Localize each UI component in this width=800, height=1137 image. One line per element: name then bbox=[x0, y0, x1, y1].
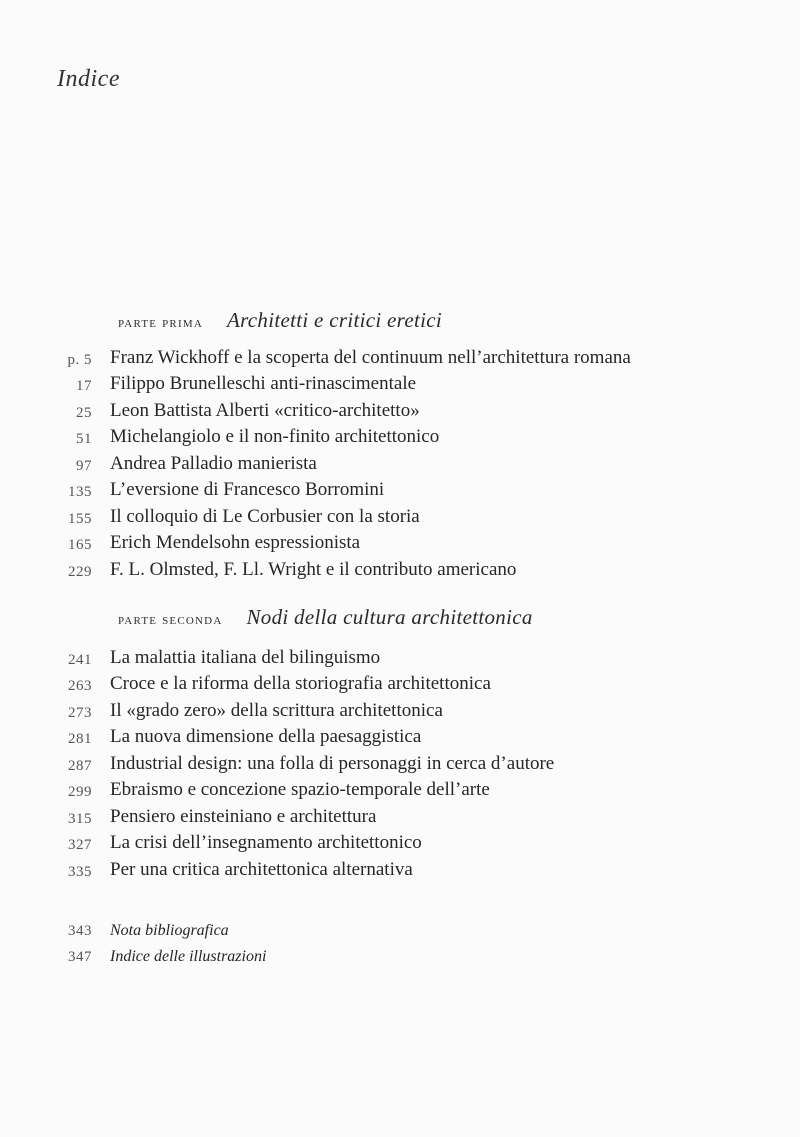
toc-list-parte-seconda bbox=[0, 644, 800, 883]
entry-title: Michelangiolo e il non-finito architettonico bbox=[110, 426, 440, 447]
toc-entry[interactable] bbox=[0, 424, 800, 451]
part-title: Architetti e critici eretici bbox=[226, 308, 442, 332]
page-number: 97 bbox=[76, 457, 92, 474]
toc-entry[interactable] bbox=[0, 503, 800, 530]
entry-title: La crisi dell’insegnamento architettonico bbox=[110, 832, 422, 853]
toc-entry[interactable] bbox=[0, 644, 800, 671]
toc-list-appendix bbox=[0, 915, 800, 968]
part-header-seconda bbox=[118, 605, 533, 630]
toc-entry[interactable] bbox=[0, 556, 800, 583]
toc-entry[interactable] bbox=[0, 915, 800, 942]
entry-title: Il colloquio di Le Corbusier con la storia bbox=[110, 505, 420, 527]
toc-entry[interactable] bbox=[0, 803, 800, 830]
page-number: 51 bbox=[76, 431, 92, 447]
part-title: Nodi della cultura architettonica bbox=[246, 605, 533, 629]
entry-title: La malattia italiana del bilinguismo bbox=[110, 646, 381, 668]
toc-entry[interactable] bbox=[0, 724, 800, 751]
entry-title: F. L. Olmsted, F. Ll. Wright e il contributo americano bbox=[110, 558, 517, 580]
entry-title: Industrial design: una folla di personaggi in cerca d’autore bbox=[110, 752, 555, 774]
toc-entry[interactable] bbox=[0, 856, 800, 883]
page-number: 135 bbox=[68, 484, 92, 500]
page-number: 273 bbox=[68, 704, 92, 721]
entry-title: Il «grado zero» della scrittura architettonica bbox=[110, 699, 443, 721]
toc-list-parte-prima bbox=[0, 344, 800, 583]
page-title: Indice bbox=[57, 66, 120, 92]
entry-title: Croce e la riforma della storiografia architettonica bbox=[110, 673, 491, 694]
entry-title: Leon Battista Alberti «critico-architetto» bbox=[110, 399, 420, 421]
toc-entry[interactable] bbox=[0, 671, 800, 698]
page-number: 155 bbox=[68, 510, 92, 527]
toc-entry[interactable] bbox=[0, 450, 800, 477]
entry-title: Ebraismo e concezione spazio-temporale dell’arte bbox=[110, 779, 490, 800]
toc-entry[interactable] bbox=[0, 397, 800, 424]
entry-title: L’eversione di Francesco Borromini bbox=[110, 479, 385, 500]
toc-entry[interactable] bbox=[0, 830, 800, 857]
entry-title: Pensiero einsteiniano e architettura bbox=[110, 805, 377, 827]
page-number: 335 bbox=[68, 863, 92, 880]
entry-title: Indice delle illustrazioni bbox=[110, 948, 267, 965]
entry-title: La nuova dimensione della paesaggistica bbox=[110, 726, 422, 747]
page-number: p. 5 bbox=[67, 351, 92, 368]
toc-entry[interactable] bbox=[0, 344, 800, 371]
entry-title: Erich Mendelsohn espressionista bbox=[110, 532, 361, 553]
page-number: 347 bbox=[68, 949, 92, 965]
toc-entry[interactable] bbox=[0, 697, 800, 724]
page-number: 241 bbox=[68, 651, 92, 668]
page-number: 299 bbox=[68, 784, 92, 800]
entry-title: Franz Wickhoff e la scoperta del continuum nell’architettura romana bbox=[110, 346, 631, 368]
toc-entry[interactable] bbox=[0, 750, 800, 777]
entry-title: Filippo Brunelleschi anti-rinascimentale bbox=[110, 373, 417, 394]
page-number: 229 bbox=[68, 563, 92, 580]
page-number: 17 bbox=[76, 378, 92, 394]
toc-entry[interactable] bbox=[0, 530, 800, 557]
entry-title: Nota bibliografica bbox=[110, 921, 229, 939]
page-number: 327 bbox=[68, 837, 92, 853]
page-number: 165 bbox=[68, 537, 92, 553]
page-number: 287 bbox=[68, 757, 92, 774]
entry-title: Per una critica architettonica alternativa bbox=[110, 858, 413, 880]
page-number: 315 bbox=[68, 810, 92, 827]
page-number: 263 bbox=[68, 678, 92, 694]
part-label: parte seconda bbox=[118, 612, 223, 628]
part-header-prima bbox=[118, 308, 442, 333]
toc-entry[interactable] bbox=[0, 477, 800, 504]
page-number: 343 bbox=[68, 922, 92, 939]
toc-entry[interactable] bbox=[0, 371, 800, 398]
entry-title: Andrea Palladio manierista bbox=[110, 452, 317, 474]
page-number: 281 bbox=[68, 731, 92, 747]
toc-entry[interactable] bbox=[0, 777, 800, 804]
toc-entry[interactable] bbox=[0, 942, 800, 969]
page-number: 25 bbox=[76, 404, 92, 421]
part-label: parte prima bbox=[118, 315, 203, 331]
